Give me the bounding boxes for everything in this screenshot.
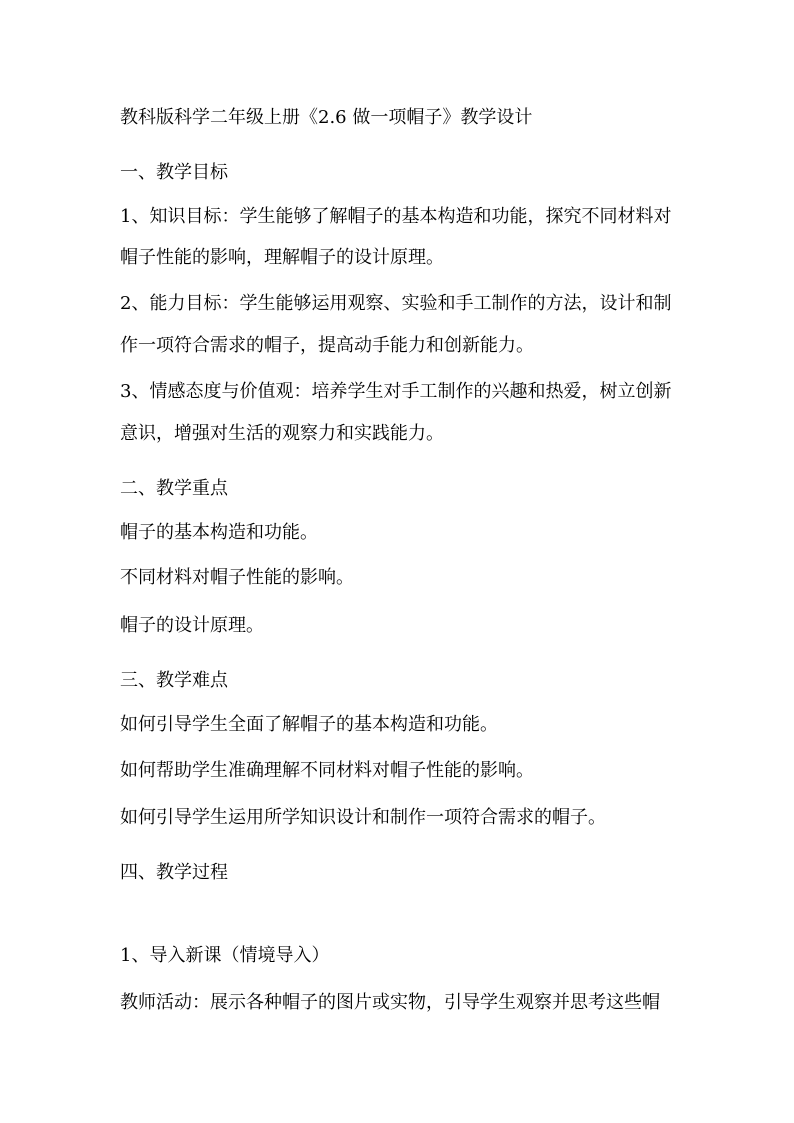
key-point-2: 不同材料对帽子性能的影响。 — [120, 567, 354, 588]
key-point-3: 帽子的设计原理。 — [120, 615, 264, 636]
objectives-heading: 一、教学目标 — [120, 162, 228, 183]
teacher-activity: 教师活动：展示各种帽子的图片或实物，引导学生观察并思考这些帽 — [120, 992, 660, 1013]
process-heading: 四、教学过程 — [120, 862, 228, 883]
difficulty-2: 如何帮助学生准确理解不同材料对帽子性能的影响。 — [120, 760, 534, 781]
key-points-heading: 二、教学重点 — [120, 478, 228, 499]
difficulty-1: 如何引导学生全面了解帽子的基本构造和功能。 — [120, 714, 498, 735]
objective-3-line-1: 3、情感态度与价值观：培养学生对手工制作的兴趣和热爱，树立创新 — [120, 381, 672, 402]
step-1-heading: 1、导入新课（情境导入） — [120, 945, 330, 966]
objective-1-line-1: 1、知识目标：学生能够了解帽子的基本构造和功能，探究不同材料对 — [120, 206, 672, 227]
difficulties-heading: 三、教学难点 — [120, 670, 228, 691]
key-point-1: 帽子的基本构造和功能。 — [120, 522, 318, 543]
objective-2-line-1: 2、能力目标：学生能够运用观察、实验和手工制作的方法，设计和制 — [120, 293, 672, 314]
difficulty-3: 如何引导学生运用所学知识设计和制作一项符合需求的帽子。 — [120, 807, 606, 828]
document-title: 教科版科学二年级上册《2.6 做一项帽子》教学设计 — [120, 107, 533, 128]
objective-2-line-2: 作一项符合需求的帽子，提高动手能力和创新能力。 — [120, 335, 534, 356]
objective-3-line-2: 意识，增强对生活的观察力和实践能力。 — [120, 423, 444, 444]
objective-1-line-2: 帽子性能的影响，理解帽子的设计原理。 — [120, 247, 444, 268]
